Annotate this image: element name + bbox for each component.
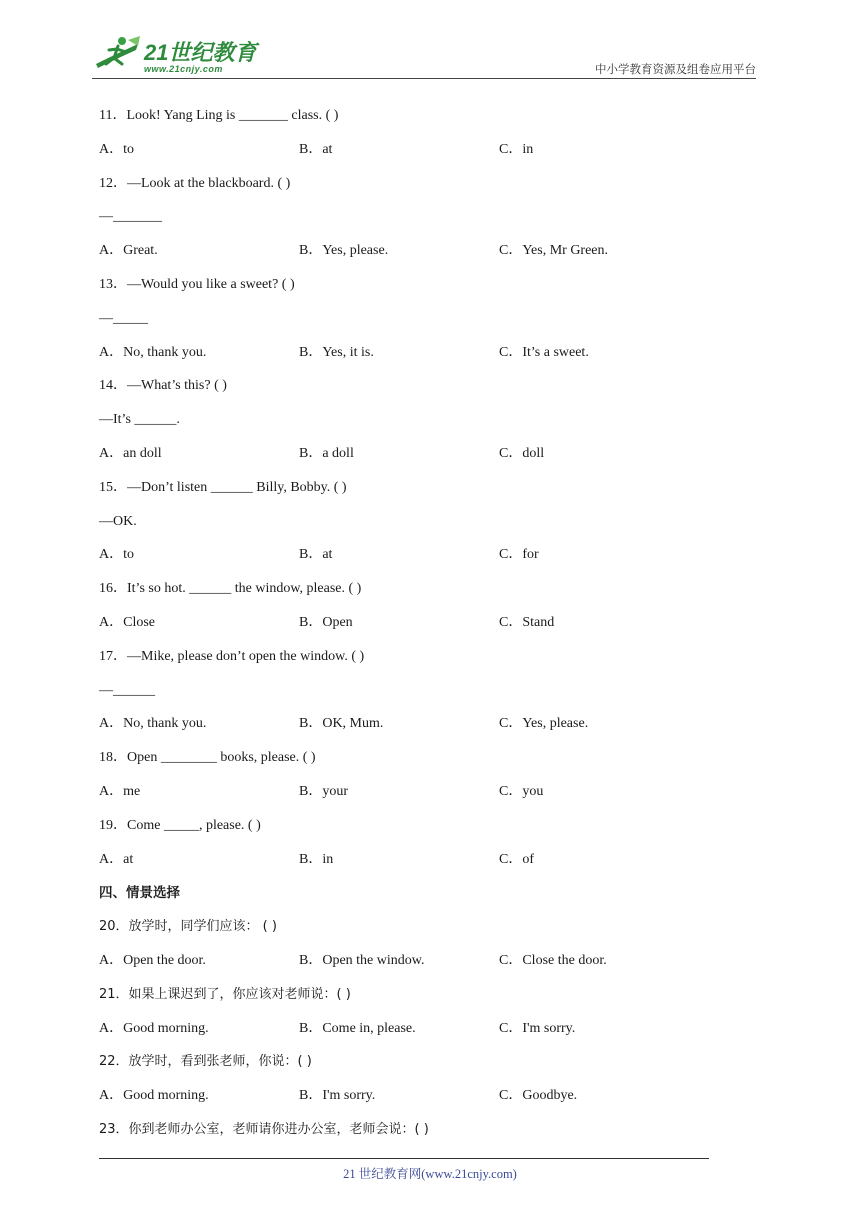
question-line	[99, 370, 779, 404]
logo-sub-text: www.21cnjy.com	[144, 64, 223, 74]
option-a: A．Good morning.	[99, 1088, 209, 1104]
line-text: 21．如果上课迟到了，你应该对老师说：( )	[99, 986, 351, 1002]
line-text: —_______	[99, 209, 162, 225]
option-c: C．doll	[499, 445, 545, 461]
option-c: C．It’s a sweet.	[499, 344, 589, 360]
question-line	[99, 506, 779, 540]
line-text: —______	[99, 682, 155, 698]
section-heading	[99, 877, 779, 911]
option-a: A．to	[99, 141, 134, 157]
option-b: B．at	[299, 547, 333, 563]
header-divider	[92, 78, 756, 79]
answer-options-row	[99, 776, 779, 810]
question-line	[99, 168, 779, 202]
question-line	[99, 1114, 779, 1148]
option-a: A．Great.	[99, 243, 158, 259]
question-list	[99, 100, 779, 1148]
answer-options-row	[99, 1080, 779, 1114]
line-text: 18．Open ________ books, please. ( )	[99, 750, 316, 766]
option-c: C．Close the door.	[499, 952, 607, 968]
line-text: —OK.	[99, 513, 137, 529]
line-text: 四、情景选择	[99, 885, 180, 902]
question-line	[99, 1046, 779, 1080]
line-text: 19．Come _____, please. ( )	[99, 817, 261, 833]
option-a: A．No, thank you.	[99, 344, 207, 360]
answer-options-row	[99, 337, 779, 371]
option-c: C．Stand	[499, 614, 555, 630]
answer-options-row	[99, 134, 779, 168]
question-line	[99, 641, 779, 675]
line-text: —It’s ______.	[99, 412, 180, 428]
line-text: 16．It’s so hot. ______ the window, please. ( )	[99, 581, 362, 597]
line-text: 17．—Mike, please don’t open the window. ( )	[99, 648, 365, 664]
answer-options-row	[99, 438, 779, 472]
option-c: C．of	[499, 851, 534, 867]
option-c: C．in	[499, 141, 534, 157]
line-text: 20．放学时，同学们应该： ( )	[99, 919, 277, 935]
question-line	[99, 810, 779, 844]
option-a: A．No, thank you.	[99, 716, 207, 732]
option-a: A．Close	[99, 614, 155, 630]
option-b: B．your	[299, 783, 348, 799]
footer-divider	[99, 1158, 709, 1159]
footer-text: 21 世纪教育网(www.21cnjy.com)	[343, 1167, 517, 1181]
logo-main-text: 21世纪教育	[144, 40, 257, 65]
option-b: B．Yes, it is.	[299, 344, 374, 360]
question-line	[99, 404, 779, 438]
option-c: C．Goodbye.	[499, 1088, 578, 1104]
option-a: A．an doll	[99, 445, 162, 461]
option-c: C．I'm sorry.	[499, 1020, 576, 1036]
option-a: A．me	[99, 783, 141, 799]
line-text: 11．Look! Yang Ling is _______ class. ( )	[99, 108, 339, 123]
line-text: 12．—Look at the blackboard. ( )	[99, 175, 291, 191]
line-text: 22．放学时，看到张老师，你说：( )	[99, 1054, 312, 1070]
option-a: A．Good morning.	[99, 1020, 209, 1036]
option-b: B．Come in, please.	[299, 1020, 416, 1036]
answer-options-row	[99, 539, 779, 573]
option-a: A．at	[99, 851, 134, 867]
question-line	[99, 742, 779, 776]
header-platform-text: 中小学教育资源及组卷应用平台	[595, 62, 756, 76]
answer-options-row	[99, 945, 779, 979]
option-c: C．for	[499, 547, 539, 563]
answer-options-row	[99, 708, 779, 742]
question-line	[99, 979, 779, 1013]
option-a: A．Open the door.	[99, 952, 206, 968]
option-b: B．Open	[299, 614, 353, 630]
option-b: B．OK, Mum.	[299, 716, 384, 732]
answer-options-row	[99, 235, 779, 269]
option-b: B．Open the window.	[299, 952, 425, 968]
question-line	[99, 303, 779, 337]
question-line	[99, 675, 779, 709]
option-c: C．Yes, please.	[499, 716, 589, 732]
line-text: —_____	[99, 310, 148, 326]
line-text: 14．—What’s this? ( )	[99, 378, 227, 394]
option-b: B．Yes, please.	[299, 243, 389, 259]
question-line	[99, 201, 779, 235]
option-c: C．Yes, Mr Green.	[499, 243, 609, 259]
question-line	[99, 100, 779, 134]
line-text: 23．你到老师办公室，老师请你进办公室，老师会说：( )	[99, 1121, 429, 1137]
question-line	[99, 269, 779, 303]
option-b: B．I'm sorry.	[299, 1088, 376, 1104]
line-text: 15．—Don’t listen ______ Billy, Bobby. ( )	[99, 479, 347, 495]
answer-options-row	[99, 1013, 779, 1047]
site-logo	[92, 30, 262, 80]
option-b: B．at	[299, 141, 333, 157]
option-b: B．a doll	[299, 445, 354, 461]
answer-options-row	[99, 607, 779, 641]
option-c: C．you	[499, 783, 544, 799]
option-b: B．in	[299, 851, 334, 867]
question-line	[99, 911, 779, 945]
option-a: A．to	[99, 547, 134, 563]
answer-options-row	[99, 844, 779, 878]
page-header	[0, 0, 860, 80]
runner-logo-icon	[92, 34, 142, 76]
question-line	[99, 472, 779, 506]
question-line	[99, 573, 779, 607]
line-text: 13．—Would you like a sweet? ( )	[99, 276, 295, 292]
